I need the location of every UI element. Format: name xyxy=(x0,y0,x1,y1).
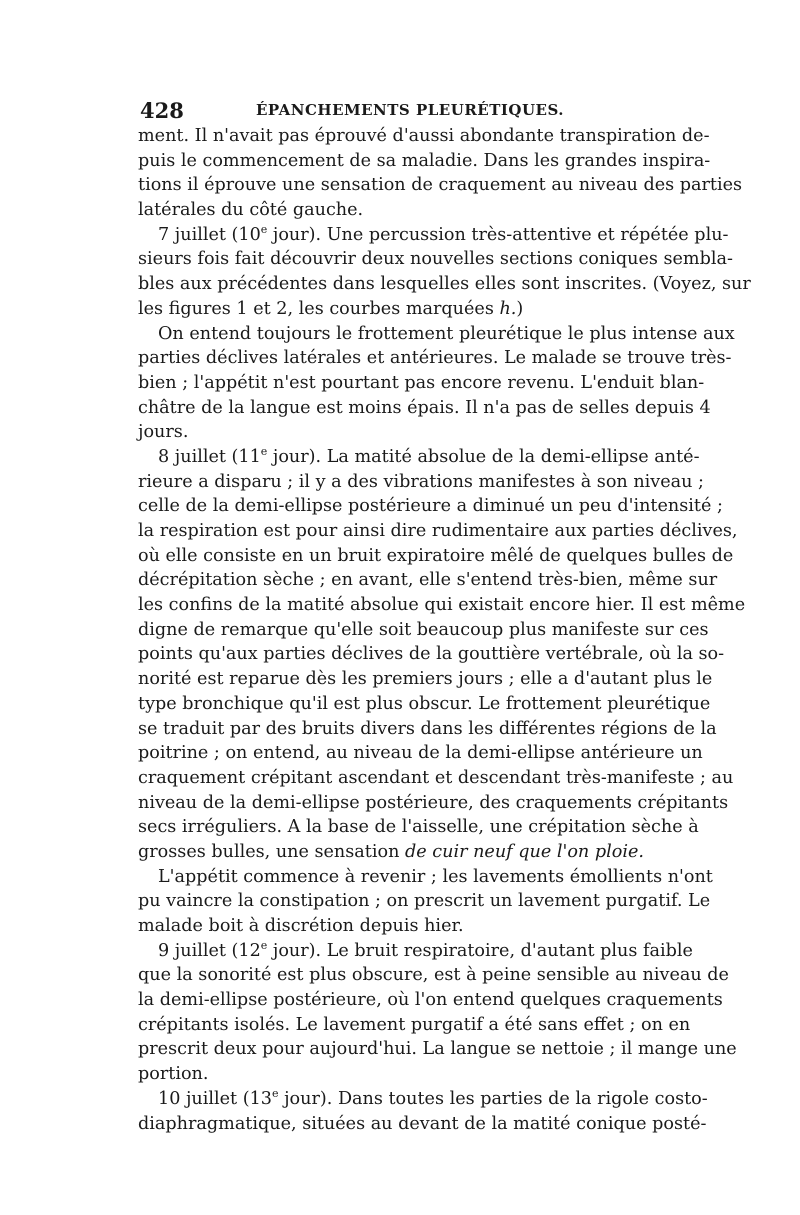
text-line-entry-9-juillet xyxy=(138,938,693,964)
ordinal-suffix: e xyxy=(271,1086,279,1100)
text-line: la respiration est pour ainsi dire rudimentaire aux parties déclives, xyxy=(138,521,738,541)
text-line: craquement crépitant ascendant et descendant très-manifeste ; au xyxy=(138,767,734,788)
text-line: crépitants isolés. Le lavement purgatif a été sans effet ; on en xyxy=(138,1014,691,1035)
text-line: celle de la demi-ellipse postérieure a diminué un peu d'intensité ; xyxy=(138,496,723,517)
page-number: 428 xyxy=(140,98,184,123)
text-line: ment. Il n'avait pas éprouvé d'aussi abondante transpiration de- xyxy=(138,126,710,146)
italic-letter: h. xyxy=(499,298,517,319)
date-label: 7 juillet (10 xyxy=(158,224,261,245)
text-line xyxy=(138,840,664,865)
text-line: prescrit deux pour aujourd'hui. La langue se nettoie ; il mange une xyxy=(138,1039,737,1060)
ordinal-suffix: e xyxy=(260,445,268,459)
text-line: L'appétit commence à revenir ; les lavements émollients n'ont xyxy=(158,866,713,887)
page-header xyxy=(140,98,662,122)
text-line-entry-8-juillet xyxy=(138,445,700,470)
body-text xyxy=(138,124,751,1136)
text-line: les confins de la matité absolue qui existait encore hier. Il est même xyxy=(138,595,746,616)
italic-phrase: de cuir neuf que l'on ploie. xyxy=(405,841,644,862)
date-close: jour). xyxy=(267,940,327,961)
text-line: secs irréguliers. A la base de l'aisselle, une crépitation sèche à xyxy=(138,817,699,838)
text-line: la demi-ellipse postérieure, où l'on entend quelques craquements xyxy=(138,990,723,1011)
text-line: tions il éprouve une sensation de craquement au niveau des parties xyxy=(138,175,743,196)
text-line: type bronchique qu'il est plus obscur. Le frottement pleurétique xyxy=(138,693,711,714)
text-line: décrépitation sèche ; en avant, elle s'entend très-bien, même sur xyxy=(138,570,718,591)
ordinal-suffix: e xyxy=(260,222,268,236)
line-text: les figures 1 et 2, les courbes marquées xyxy=(138,298,500,319)
text-line: jours. xyxy=(138,422,189,443)
text-line: sieurs fois fait découvrir deux nouvelles sections coniques sembla- xyxy=(138,249,733,270)
text-line: niveau de la demi-ellipse postérieure, des craquements crépitants xyxy=(138,792,729,813)
text-line: que la sonorité est plus obscure, est à peine sensible au niveau de xyxy=(138,965,729,986)
date-label: 10 juillet (13 xyxy=(158,1088,272,1109)
ordinal-suffix: e xyxy=(260,938,268,952)
running-title: ÉPANCHEMENTS PLEURÉTIQUES. xyxy=(256,101,564,119)
date-label: 9 juillet (12 xyxy=(158,940,261,961)
entry-text: Dans toutes les parties de la rigole costo- xyxy=(337,1088,708,1109)
line-text: grosses bulles, une sensation xyxy=(138,841,405,862)
text-line: bles aux précédentes dans lesquelles elles sont inscrites. (Voyez, sur xyxy=(138,274,751,295)
text-line xyxy=(138,297,664,322)
text-line: bien ; l'appétit n'est pourtant pas encore revenu. L'enduit blan- xyxy=(138,372,705,393)
text-line: digne de remarque qu'elle soit beaucoup plus manifeste sur ces xyxy=(138,619,709,640)
text-line: se traduit par des bruits divers dans les différentes régions de la xyxy=(138,718,717,739)
text-line: puis le commencement de sa maladie. Dans les grandes inspira- xyxy=(138,150,711,171)
text-line: châtre de la langue est moins épais. Il n'a pas de selles depuis 4 xyxy=(138,397,711,418)
text-line: pu vaincre la constipation ; on prescrit un lavement purgatif. Le xyxy=(138,891,711,912)
text-line: diaphragmatique, situées au devant de la matité conique posté- xyxy=(138,1113,707,1134)
text-line: portion. xyxy=(138,1064,209,1085)
text-line: On entend toujours le frottement pleurétique le plus intense aux xyxy=(158,323,735,344)
text-line: malade boit à discrétion depuis hier. xyxy=(138,916,464,936)
entry-text: La matité absolue de la demi-ellipse anté- xyxy=(326,446,700,467)
text-line: latérales du côté gauche. xyxy=(138,200,364,221)
text-line-entry-10-juillet xyxy=(138,1086,708,1112)
date-close: jour). xyxy=(267,224,327,245)
entry-text: Une percussion très-attentive et répétée plu- xyxy=(326,224,729,245)
date-label: 8 juillet (11 xyxy=(158,446,261,467)
closing-paren: ) xyxy=(516,298,524,319)
text-line: rieure a disparu ; il y a des vibrations manifestes à son niveau ; xyxy=(138,471,704,492)
date-close: jour). xyxy=(278,1088,338,1109)
text-line: poitrine ; on entend, au niveau de la demi-ellipse antérieure un xyxy=(138,743,703,764)
text-line: où elle consiste en un bruit expiratoire mêlé de quelques bulles de xyxy=(138,545,734,566)
text-line: parties déclives latérales et antérieures. Le malade se trouve très- xyxy=(138,348,732,369)
entry-text: Le bruit respiratoire, d'autant plus faible xyxy=(326,940,693,961)
text-line: norité est reparue dès les premiers jours ; elle a d'autant plus le xyxy=(138,669,713,690)
text-line-entry-7-juillet xyxy=(138,222,729,248)
text-line: points qu'aux parties déclives de la gouttière vertébrale, où la so- xyxy=(138,644,725,665)
date-close: jour). xyxy=(267,446,327,467)
